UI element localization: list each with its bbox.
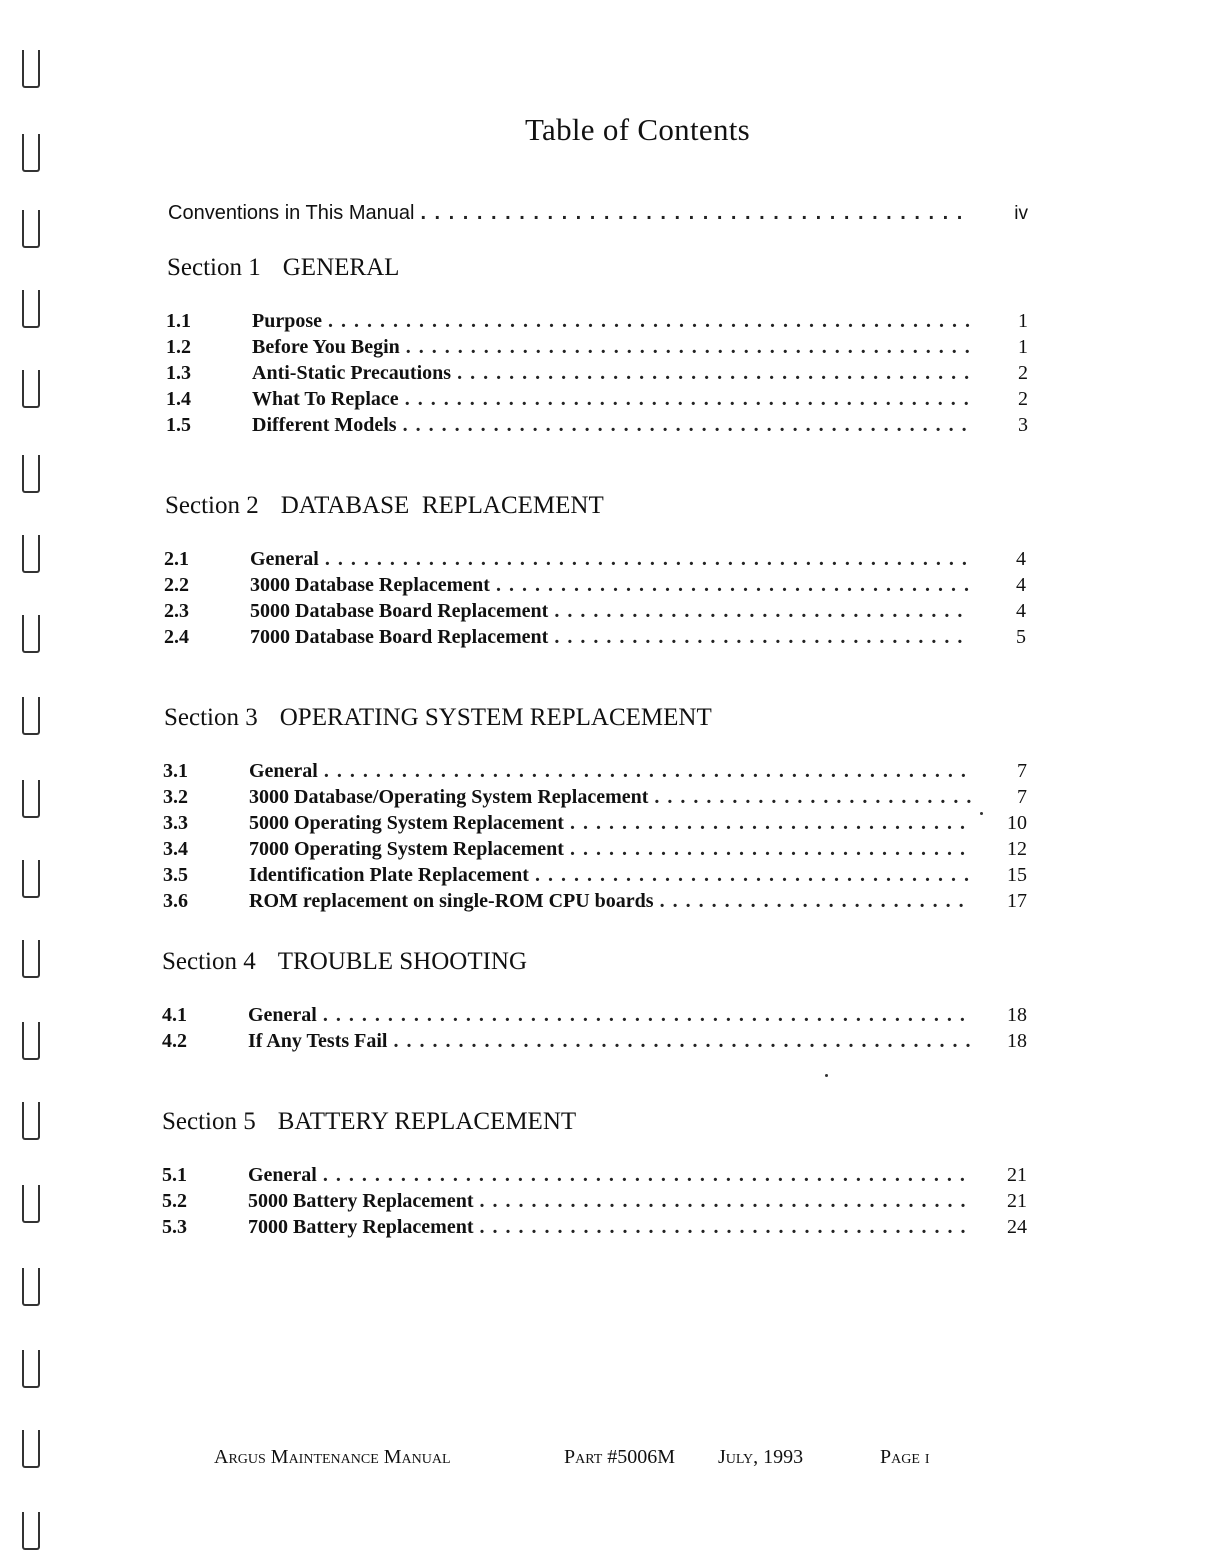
- toc-entry[interactable]: [162, 1030, 1027, 1056]
- toc-entry[interactable]: [163, 786, 1027, 812]
- entry-number: 2.3: [164, 600, 189, 622]
- toc-entry[interactable]: [163, 760, 1027, 786]
- dot-leader: [457, 362, 972, 385]
- toc-entry[interactable]: [162, 1190, 1027, 1216]
- entry-number: 1.5: [166, 414, 191, 436]
- binding-ring-icon: [22, 1022, 40, 1060]
- entry-title: 7000 Operating System Replacement: [249, 838, 564, 860]
- dot-leader: [535, 864, 971, 887]
- dot-leader: [324, 760, 971, 783]
- spiral-binding: [12, 0, 52, 1567]
- toc-entry[interactable]: [162, 1004, 1027, 1030]
- entry-page: iv: [1014, 203, 1028, 224]
- toc-entry[interactable]: [162, 1164, 1027, 1190]
- dot-leader: [660, 890, 971, 913]
- entry-page: 5: [1016, 626, 1026, 648]
- entry-number: 3.2: [163, 786, 188, 808]
- entry-number: 3.6: [163, 890, 188, 912]
- entry-title: 3000 Database Replacement: [250, 574, 490, 596]
- entry-number: 1.2: [166, 336, 191, 358]
- section-heading: [164, 704, 712, 732]
- entry-page: 4: [1016, 574, 1026, 596]
- dot-leader: [480, 1216, 972, 1239]
- toc-entry[interactable]: [163, 838, 1027, 864]
- dot-leader: [654, 786, 971, 809]
- toc-entry[interactable]: [166, 336, 1028, 362]
- binding-ring-icon: [22, 1350, 40, 1388]
- entry-number: 5.1: [162, 1164, 187, 1186]
- section-heading: [165, 492, 604, 520]
- dot-leader: [496, 574, 970, 597]
- binding-ring-icon: [22, 1102, 40, 1140]
- section-name: BATTERY REPLACEMENT: [277, 1108, 577, 1135]
- footer-manual-name: Argus Maintenance Manual: [214, 1446, 451, 1468]
- entry-number: 4.2: [162, 1030, 187, 1052]
- scan-speck: [980, 812, 983, 815]
- entry-title: Purpose: [252, 310, 322, 332]
- entry-title: 5000 Database Board Replacement: [250, 600, 549, 622]
- entry-number: 2.2: [164, 574, 189, 596]
- dot-leader: [328, 310, 972, 333]
- entry-page: 12: [1007, 838, 1027, 860]
- binding-ring-icon: [22, 455, 40, 493]
- toc-entry[interactable]: [163, 864, 1027, 890]
- entry-title: General: [250, 548, 319, 570]
- entry-page: 1: [1018, 336, 1028, 358]
- entry-page: 7: [1017, 786, 1027, 808]
- footer-part-number: Part #5006M: [564, 1446, 676, 1468]
- entry-title: Different Models: [252, 414, 397, 436]
- entry-title: If Any Tests Fail: [248, 1030, 388, 1052]
- entry-page: 4: [1016, 600, 1026, 622]
- entry-title: What To Replace: [252, 388, 399, 410]
- binding-ring-icon: [22, 290, 40, 328]
- binding-ring-icon: [22, 1430, 40, 1468]
- toc-entry[interactable]: [166, 388, 1028, 414]
- binding-ring-icon: [22, 697, 40, 735]
- binding-ring-icon: [22, 535, 40, 573]
- entry-page: 18: [1007, 1030, 1027, 1052]
- entry-title: General: [248, 1004, 317, 1026]
- entry-page: 24: [1007, 1216, 1027, 1238]
- dot-leader: [406, 336, 972, 359]
- section-label: Section 1: [167, 254, 261, 281]
- entry-page: 17: [1007, 890, 1027, 912]
- dot-leader: [480, 1190, 972, 1213]
- entry-number: 5.3: [162, 1216, 187, 1238]
- scan-speck: [825, 1074, 828, 1077]
- entry-title: Before You Begin: [252, 336, 400, 358]
- entry-title: Anti-Static Precautions: [252, 362, 452, 384]
- binding-ring-icon: [22, 1512, 40, 1550]
- entry-page: 4: [1016, 548, 1026, 570]
- entry-number: 1.1: [166, 310, 191, 332]
- binding-ring-icon: [22, 1268, 40, 1306]
- entry-page: 2: [1018, 362, 1028, 384]
- toc-entry[interactable]: [164, 548, 1026, 574]
- entry-number: 2.4: [164, 626, 189, 648]
- dot-leader: [323, 1004, 971, 1027]
- toc-entry[interactable]: [164, 574, 1026, 600]
- entry-title: Identification Plate Replacement: [249, 864, 529, 886]
- binding-ring-icon: [22, 780, 40, 818]
- toc-entry[interactable]: [164, 626, 1026, 652]
- entry-number: 1.3: [166, 362, 191, 384]
- toc-entry[interactable]: [163, 812, 1027, 838]
- entry-number: 5.2: [162, 1190, 187, 1212]
- entry-title: 7000 Battery Replacement: [248, 1216, 474, 1238]
- entry-title: General: [248, 1164, 317, 1186]
- entry-page: 2: [1018, 388, 1028, 410]
- section-label: Section 3: [164, 704, 258, 731]
- toc-entry[interactable]: [163, 890, 1027, 916]
- section-name: GENERAL: [282, 254, 400, 281]
- entry-number: 3.3: [163, 812, 188, 834]
- dot-leader: [403, 414, 972, 437]
- entry-title: 5000 Battery Replacement: [248, 1190, 474, 1212]
- entry-title: 7000 Database Board Replacement: [250, 626, 549, 648]
- entry-number: 3.4: [163, 838, 188, 860]
- entry-number: 4.1: [162, 1004, 187, 1026]
- section-heading: [162, 948, 527, 976]
- section-heading: [167, 254, 399, 282]
- binding-ring-icon: [22, 615, 40, 653]
- dot-leader: [570, 812, 971, 835]
- section-label: Section 5: [162, 1108, 256, 1135]
- entry-number: 3.5: [163, 864, 188, 886]
- section-name: DATABASE REPLACEMENT: [280, 492, 604, 519]
- binding-ring-icon: [22, 860, 40, 898]
- toc-entry[interactable]: [162, 1216, 1027, 1242]
- dot-leader: [393, 1030, 971, 1053]
- section-name: TROUBLE SHOOTING: [277, 948, 528, 975]
- binding-ring-icon: [22, 370, 40, 408]
- entry-number: 1.4: [166, 388, 191, 410]
- page-title: Table of Contents: [524, 112, 751, 147]
- entry-title: 5000 Operating System Replacement: [249, 812, 564, 834]
- entry-page: 7: [1017, 760, 1027, 782]
- entry-page: 21: [1007, 1190, 1027, 1212]
- toc-entry[interactable]: [166, 414, 1028, 440]
- entry-title: General: [249, 760, 318, 782]
- footer-date: July, 1993: [718, 1446, 804, 1468]
- binding-ring-icon: [22, 940, 40, 978]
- section-heading: [162, 1108, 576, 1136]
- entry-number: 3.1: [163, 760, 188, 782]
- toc-entry[interactable]: [164, 600, 1026, 626]
- binding-ring-icon: [22, 210, 40, 248]
- dot-leader: [420, 202, 962, 225]
- dot-leader: [405, 388, 972, 411]
- section-name: OPERATING SYSTEM REPLACEMENT: [279, 704, 712, 731]
- entry-page: 18: [1007, 1004, 1027, 1026]
- entry-title: 3000 Database/Operating System Replacement: [249, 786, 649, 808]
- entry-page: 10: [1007, 812, 1027, 834]
- entry-page: 15: [1007, 864, 1027, 886]
- dot-leader: [323, 1164, 971, 1187]
- footer-page-number: Page i: [880, 1446, 930, 1468]
- section-label: Section 4: [162, 948, 256, 975]
- binding-ring-icon: [22, 1185, 40, 1223]
- section-label: Section 2: [165, 492, 259, 519]
- toc-entry[interactable]: [166, 310, 1028, 336]
- entry-number: 2.1: [164, 548, 189, 570]
- dot-leader: [554, 600, 970, 623]
- toc-entry-conventions[interactable]: [168, 202, 1028, 225]
- dot-leader: [570, 838, 971, 861]
- entry-title: ROM replacement on single-ROM CPU boards: [249, 890, 654, 912]
- binding-ring-icon: [22, 50, 40, 88]
- entry-page: 21: [1007, 1164, 1027, 1186]
- entry-page: 1: [1018, 310, 1028, 332]
- entry-page: 3: [1018, 414, 1028, 436]
- dot-leader: [325, 548, 970, 571]
- dot-leader: [554, 626, 970, 649]
- entry-title: Conventions in This Manual: [168, 202, 415, 224]
- toc-entry[interactable]: [166, 362, 1028, 388]
